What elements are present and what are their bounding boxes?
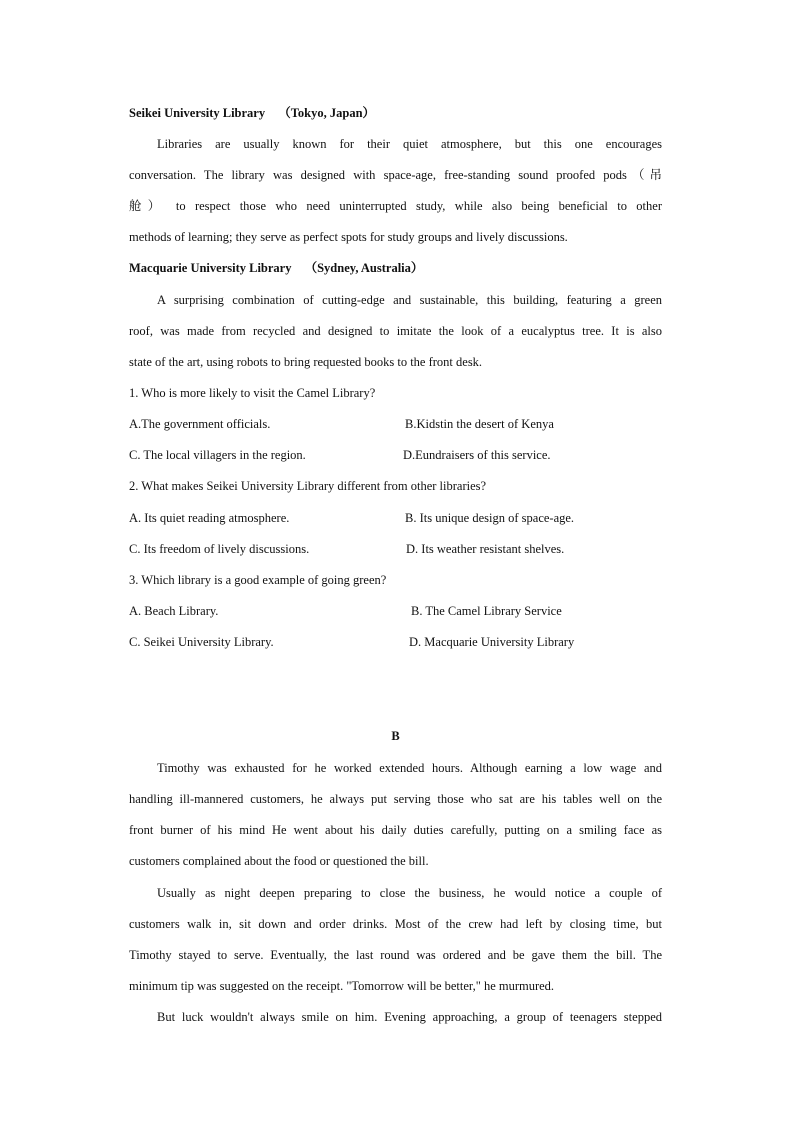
paragraph-line: Timothy stayed to serve. Eventually, the last round was ordered and be gave them the bill. The bbox=[129, 948, 662, 962]
paragraph-line: Usually as night deepen preparing to close the business, he would notice a couple of bbox=[157, 886, 662, 900]
question-options-row bbox=[129, 633, 662, 651]
question-options-row bbox=[129, 446, 662, 464]
library-title: Seikei University Library bbox=[129, 106, 266, 120]
paragraph-line: customers walk in, sit down and order drinks. Most of the crew had left by closing time, but bbox=[129, 917, 662, 931]
library-title: Macquarie University Library bbox=[129, 261, 292, 275]
question-stem: 1. Who is more likely to visit the Camel Library? bbox=[129, 386, 376, 400]
option-d: D. Its weather resistant shelves. bbox=[406, 542, 565, 556]
paragraph-line: state of the art, using robots to bring requested books to the front desk. bbox=[129, 355, 483, 369]
option-a: A.The government officials. bbox=[129, 417, 271, 431]
question-stem: 2. What makes Seikei University Library different from other libraries? bbox=[129, 479, 487, 493]
paragraph-line: 舱） to respect those who need uninterrupted study, while also being beneficial to other bbox=[129, 199, 662, 213]
library-location: （Sydney, Australia） bbox=[304, 261, 424, 275]
option-b: B. Its unique design of space-age. bbox=[405, 511, 575, 525]
paragraph-line: minimum tip was suggested on the receipt. "Tomorrow will be better," he murmured. bbox=[129, 979, 555, 993]
paragraph-line: handling ill-mannered customers, he always put serving those who sat are his tables well on the bbox=[129, 792, 662, 806]
paragraph-line: roof, was made from recycled and designed to imitate the look of a eucalyptus tree. It is also bbox=[129, 324, 662, 338]
library-location: （Tokyo, Japan） bbox=[278, 106, 376, 120]
option-a: A. Beach Library. bbox=[129, 604, 219, 618]
option-c: C. Seikei University Library. bbox=[129, 635, 274, 649]
library-heading-seikei bbox=[129, 104, 662, 122]
option-c: C. The local villagers in the region. bbox=[129, 448, 306, 462]
option-b: B.Kidstin the desert of Kenya bbox=[405, 417, 554, 431]
option-d: D.Eundraisers of this service. bbox=[403, 448, 551, 462]
paragraph-line: Timothy was exhausted for he worked extended hours. Although earning a low wage and bbox=[157, 761, 662, 775]
paragraph-line: methods of learning; they serve as perfect spots for study groups and lively discussions. bbox=[129, 230, 568, 244]
question-options-row bbox=[129, 415, 662, 433]
option-d: D. Macquarie University Library bbox=[409, 635, 575, 649]
paragraph-line: Libraries are usually known for their quiet atmosphere, but this one encourages bbox=[157, 137, 662, 151]
option-b: B. The Camel Library Service bbox=[411, 604, 562, 618]
option-c: C. Its freedom of lively discussions. bbox=[129, 542, 310, 556]
question-stem: 3. Which library is a good example of going green? bbox=[129, 573, 387, 587]
paragraph-line: conversation. The library was designed with space-age, free-standing sound proofed pods（吊 bbox=[129, 168, 662, 182]
paragraph-line: front burner of his mind He went about his daily duties carefully, putting on a smiling face as bbox=[129, 823, 662, 837]
paragraph-line: But luck wouldn't always smile on him. Evening approaching, a group of teenagers stepped bbox=[157, 1010, 662, 1024]
question-options-row bbox=[129, 602, 662, 620]
section-heading: B bbox=[391, 729, 400, 743]
paragraph-line: A surprising combination of cutting-edge and sustainable, this building, featuring a green bbox=[157, 293, 662, 307]
option-a: A. Its quiet reading atmosphere. bbox=[129, 511, 290, 525]
question-options-row bbox=[129, 540, 662, 558]
paragraph-line: customers complained about the food or questioned the bill. bbox=[129, 854, 429, 868]
question-options-row bbox=[129, 509, 662, 527]
library-heading-macquarie bbox=[129, 259, 662, 277]
